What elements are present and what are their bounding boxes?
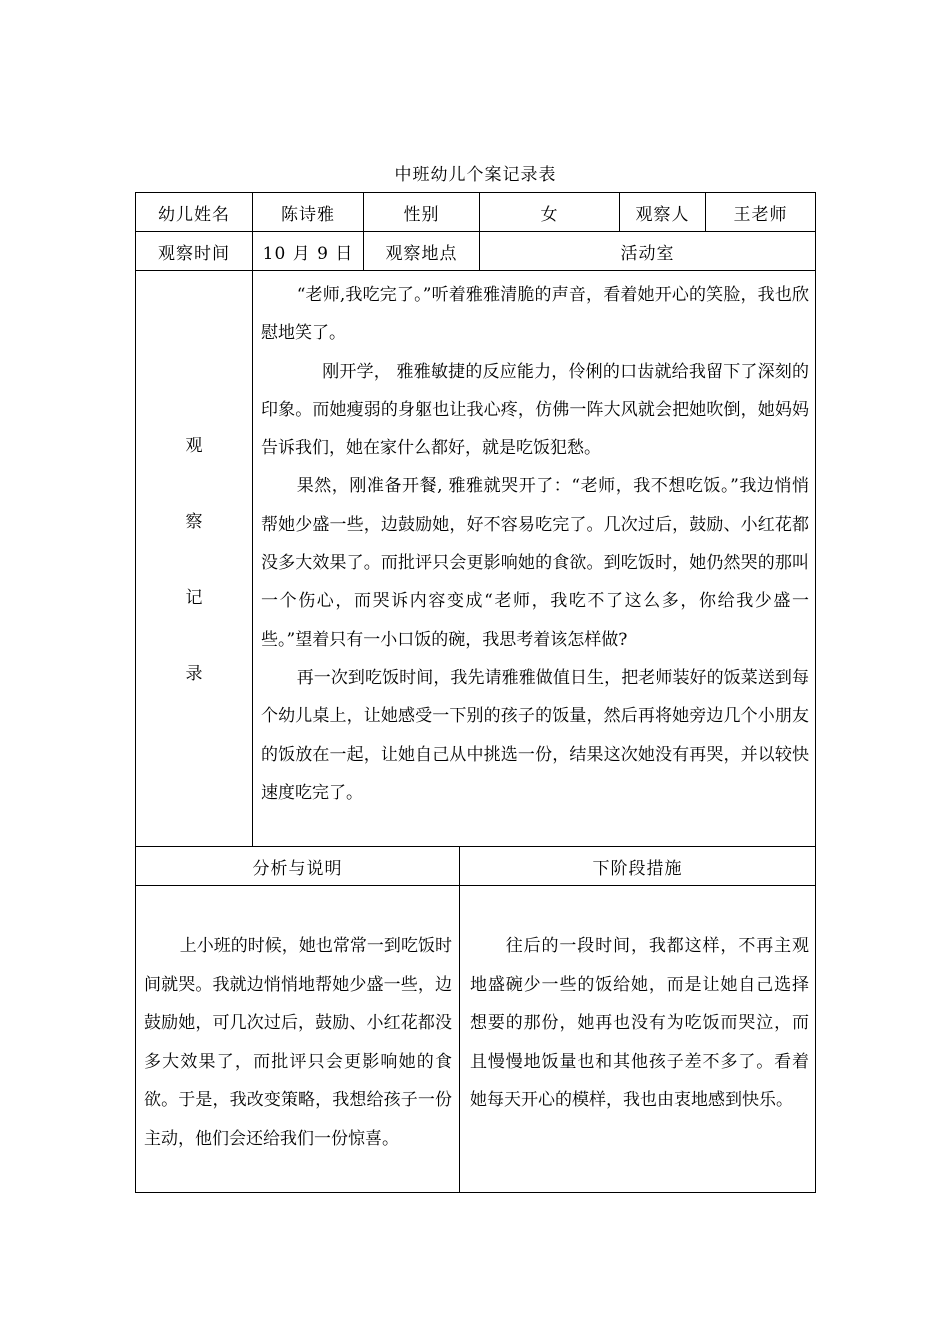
row-divider xyxy=(136,885,815,886)
observation-paragraph: 果然，刚准备开餐, 雅雅就哭开了：“老师，我不想吃饭。”我边悄悄帮她少盛一些，边鼓励她，好不容易吃完了。几次过后，鼓励、小红花都没多大效果了。而批评只会更影响她的食欲。到吃饭时，她仍然哭的那叫一个伤心，而哭诉内容变成“老师，我吃不了这么多，你给我少盛一些。”望着只有一小口饭的碗，我思考着该怎样做? xyxy=(261,476,809,650)
analysis-header: 分析与说明 xyxy=(252,858,343,879)
observation-label-char: 录 xyxy=(185,663,203,684)
document-title: 中班幼儿个案记录表 xyxy=(394,165,557,185)
observer-value: 王老师 xyxy=(733,204,788,225)
observation-label-char: 记 xyxy=(185,587,203,608)
analysis-text: 上小班的时候，她也常常一到吃饭时间就哭。我就边悄悄地帮她少盛一些，边鼓励她，可几次过后，鼓励、小红花都没多大效果了，而批评只会更影响她的食欲。于是，我改变策略，我想给孩子一份主动，他们会还给我们一份惊喜。 xyxy=(144,936,452,1149)
place-value: 活动室 xyxy=(620,243,675,264)
observation-label xyxy=(136,273,252,846)
time-value: 10 月 9 日 xyxy=(262,243,354,264)
time-label: 观察时间 xyxy=(158,243,230,264)
gender-value: 女 xyxy=(540,204,559,225)
name-value: 陈诗雅 xyxy=(281,204,335,225)
measures-content xyxy=(470,927,809,1120)
observation-label-char: 观 xyxy=(185,435,203,456)
measures-text: 往后的一段时间，我都这样，不再主观地盛碗少一些的饭给她，而是让她自己选择想要的那份，她再也没有为吃饭而哭泣，而且慢慢地饭量也和其他孩子差不多了。看着她每天开心的模样，我也由衷地感到快乐。 xyxy=(470,936,809,1110)
row-divider xyxy=(136,270,815,271)
observation-record xyxy=(253,276,815,812)
observation-paragraph: 刚开学， 雅雅敏捷的反应能力，伶俐的口齿就给我留下了深刻的印象。而她瘦弱的身躯也让我心疼，仿佛一阵大风就会把她吹倒，她妈妈告诉我们，她在家什么都好，就是吃饭犯愁。 xyxy=(261,361,809,459)
measures-header: 下阶段措施 xyxy=(592,858,683,879)
observation-label-char: 察 xyxy=(185,511,203,532)
place-label: 观察地点 xyxy=(385,243,458,264)
analysis-content xyxy=(144,927,452,1158)
name-label: 幼儿姓名 xyxy=(158,204,230,225)
col-divider xyxy=(459,846,460,1192)
gender-label: 性别 xyxy=(403,204,440,225)
observation-paragraph: 再一次到吃饭时间，我先请雅雅做值日生，把老师装好的饭菜送到每个幼儿桌上，让她感受一下别的孩子的饭量，然后再将她旁边几个小朋友的饭放在一起，让她自己从中挑选一份，结果这次她没有再哭，并以较快速度吃完了。 xyxy=(261,667,809,803)
observer-label: 观察人 xyxy=(635,204,690,225)
observation-paragraph: “老师,我吃完了。”听着雅雅清脆的声音，看着她开心的笑脸，我也欣慰地笑了。 xyxy=(261,285,809,344)
record-table xyxy=(135,192,816,1193)
